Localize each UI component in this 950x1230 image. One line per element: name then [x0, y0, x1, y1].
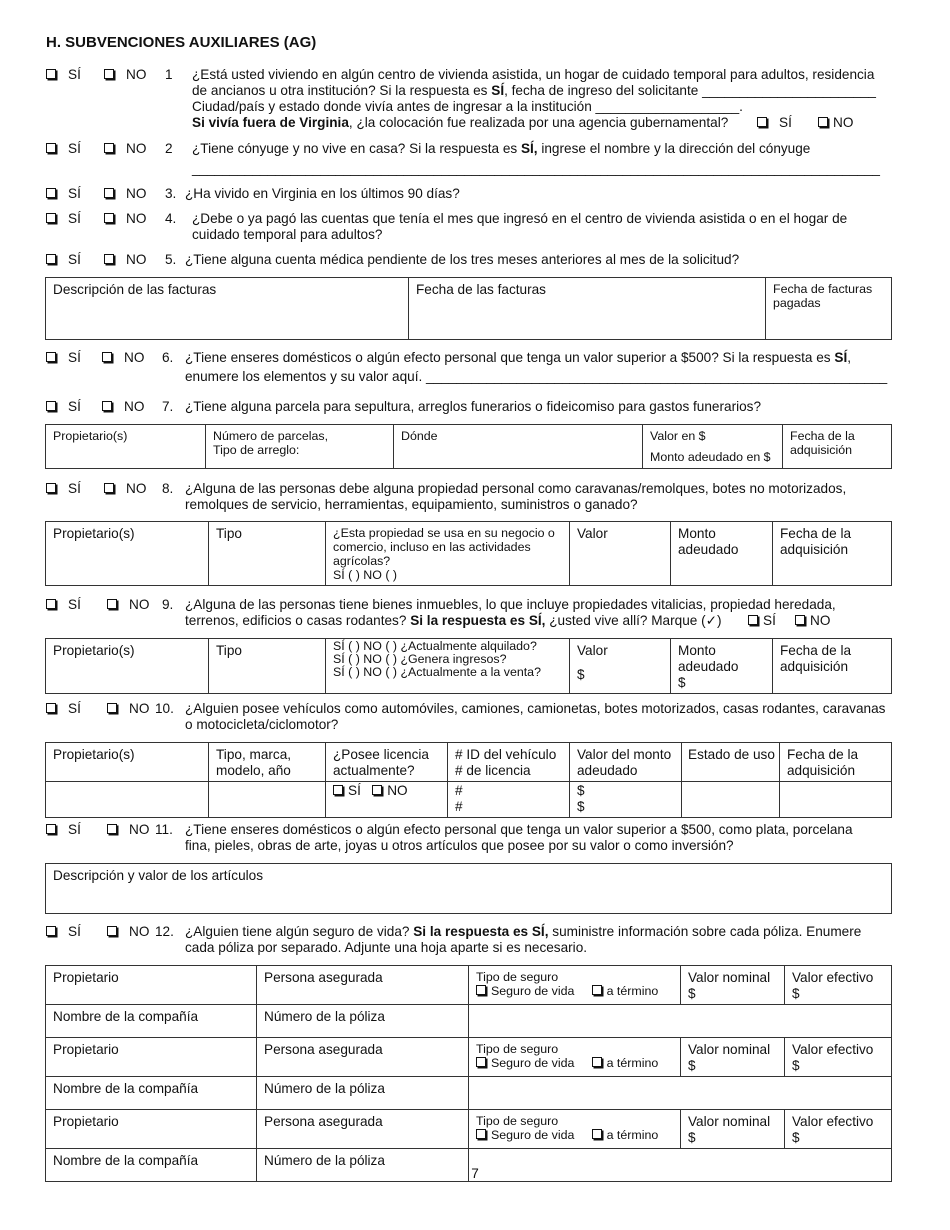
checkbox-icon[interactable] [104, 188, 114, 198]
checkbox-icon[interactable] [107, 824, 117, 834]
checkbox-icon[interactable] [104, 483, 114, 493]
vehicle-license-header: ¿Posee licencia actualmente? [326, 743, 448, 782]
policy-2-company-cell[interactable]: Nombre de la compañía [46, 1077, 257, 1110]
checkbox-icon[interactable] [104, 69, 114, 79]
q10-no-option[interactable]: NO [107, 701, 149, 717]
policy-2-cash-value-cell[interactable]: Valor efectivo $ [785, 1038, 892, 1077]
vehicle-make-cell[interactable] [209, 782, 326, 818]
policy-3-type-cell[interactable]: Tipo de seguro Seguro de vida a término [469, 1110, 681, 1149]
q11-number: 11. [155, 822, 173, 837]
burial-value-cell[interactable]: Valor en $ Monto adeudado en $ [643, 425, 783, 469]
q9-yes-option[interactable]: SÍ [46, 597, 81, 613]
q9-no-option[interactable]: NO [107, 597, 149, 613]
q2-no-option[interactable]: NO [104, 141, 146, 157]
q10-yes-option[interactable]: SÍ [46, 701, 81, 717]
checkbox-icon[interactable] [46, 926, 56, 936]
checkbox-icon[interactable] [46, 824, 56, 834]
q11-line-1: ¿Tiene enseres domésticos o algún efecto personal que tenga un valor superior a $500, como plata, porcelana [185, 822, 853, 837]
q7-text: ¿Tiene alguna parcela para sepultura, arreglos funerarios o fideicomiso para gastos funerarios? [185, 399, 762, 414]
q9-number: 9. [162, 597, 174, 612]
vehicles-table [45, 742, 892, 818]
vehicle-owner-cell[interactable] [46, 782, 209, 818]
policy-1-number-cell[interactable]: Número de la póliza [257, 1005, 469, 1038]
policy-1-type-cell[interactable]: Tipo de seguro Seguro de vida a término [469, 966, 681, 1005]
checkbox-icon[interactable] [46, 483, 56, 493]
property-business-cell[interactable]: ¿Esta propiedad se usa en su negocio o comercio, incluso en las actividades agrícolas? SÍ ( ) NO ( ) [326, 522, 570, 586]
vehicle-make-header: Tipo, marca, modelo, año [209, 743, 326, 782]
checkbox-icon[interactable] [748, 615, 758, 625]
q5-yes-option[interactable]: SÍ [46, 252, 81, 268]
burial-table [45, 424, 892, 469]
checkbox-icon[interactable] [592, 1129, 602, 1139]
checkbox-icon[interactable] [46, 213, 56, 223]
burial-owner-cell[interactable]: Propietario(s) [46, 425, 206, 469]
bill-paid-date-cell[interactable]: Fecha de facturas pagadas [766, 278, 892, 340]
checkbox-icon[interactable] [104, 213, 114, 223]
checkbox-icon[interactable] [46, 352, 56, 362]
q3-number: 3. [165, 186, 177, 201]
policy-2-face-value-cell[interactable]: Valor nominal $ [681, 1038, 785, 1077]
q7-yes-option[interactable]: SÍ [46, 399, 81, 415]
q9-line-1: ¿Alguna de las personas tiene bienes inmuebles, lo que incluye propiedades vitalicias, propiedad heredada, [185, 597, 836, 612]
q5-number: 5. [165, 252, 177, 267]
policy-2-type-cell[interactable]: Tipo de seguro Seguro de vida a término [469, 1038, 681, 1077]
q12-number: 12. [155, 924, 174, 939]
realestate-status-cell[interactable]: SÍ ( ) NO ( ) ¿Actualmente alquilado? SÍ ( ) NO ( ) ¿Genera ingresos? SÍ ( ) NO ( ) ¿Actualmente a la venta? [326, 639, 570, 694]
property-owed-cell[interactable]: Monto adeudado [671, 522, 773, 586]
q1-line-3: Ciudad/país y estado donde vivía antes de ingresar a la institución ___________________. [192, 99, 743, 114]
q5-text: ¿Tiene alguna cuenta médica pendiente de los tres meses anteriores al mes de la solicitud? [185, 252, 740, 267]
checkbox-icon[interactable] [107, 703, 117, 713]
realestate-type-cell[interactable]: Tipo [209, 639, 326, 694]
checkbox-icon[interactable] [592, 1057, 602, 1067]
q10-number: 10. [155, 701, 174, 716]
burial-where-cell[interactable]: Dónde [394, 425, 643, 469]
vehicle-license-cell[interactable]: SÍ NO [326, 782, 448, 818]
property-acq-date-cell[interactable]: Fecha de la adquisición [773, 522, 892, 586]
property-type-cell[interactable]: Tipo [209, 522, 326, 586]
q2-line-1: ¿Tiene cónyuge y no vive en casa? Si la respuesta es SÍ, ingrese el nombre y la dirección del cónyuge [192, 141, 811, 156]
q4-no-option[interactable]: NO [104, 211, 146, 227]
policy-3-insured-cell[interactable]: Persona asegurada [257, 1110, 469, 1149]
q7-number: 7. [162, 399, 174, 414]
valuables-description-cell[interactable]: Descripción y valor de los artículos [46, 864, 892, 914]
bill-date-cell[interactable]: Fecha de las facturas [409, 278, 766, 340]
checkbox-icon[interactable] [372, 785, 382, 795]
checkbox-icon[interactable] [107, 599, 117, 609]
checkbox-icon[interactable] [46, 254, 56, 264]
q1-line-1: ¿Está usted viviendo en algún centro de vivienda asistida, un hogar de cuidado temporal para adultos, residencia [192, 67, 875, 82]
q3-no-option[interactable]: NO [104, 186, 146, 202]
vehicle-id-cell[interactable]: # # [448, 782, 570, 818]
policy-1-company-cell[interactable]: Nombre de la compañía [46, 1005, 257, 1038]
q2-spouse-line[interactable]: ___________________________________________________________________________________________ [192, 161, 880, 176]
checkbox-icon[interactable] [104, 254, 114, 264]
q6-line-2[interactable]: enumere los elementos y su valor aquí. _____________________________________________________________ [185, 369, 888, 384]
page-number: 7 [471, 1166, 479, 1181]
realestate-acq-date-cell[interactable]: Fecha de la adquisición [773, 639, 892, 694]
policy-1-blank-cell[interactable] [469, 1005, 892, 1038]
q2-yes-option[interactable]: SÍ [46, 141, 81, 157]
policy-2-insured-cell[interactable]: Persona asegurada [257, 1038, 469, 1077]
q9-live-yes-option[interactable]: SÍ [748, 613, 776, 629]
life-insurance-table [45, 965, 892, 1182]
q12-line-2: cada póliza por separado. Adjunte una hoja aparte si es necesario. [185, 940, 588, 955]
vehicle-acq-date-header: Fecha de la adquisición [780, 743, 892, 782]
policy-1-insured-cell[interactable]: Persona asegurada [257, 966, 469, 1005]
q11-no-option[interactable]: NO [107, 822, 149, 838]
checkbox-icon[interactable] [102, 401, 112, 411]
q6-number: 6. [162, 350, 174, 365]
realestate-owner-cell[interactable]: Propietario(s) [46, 639, 209, 694]
policy-3-cash-value-cell[interactable]: Valor efectivo $ [785, 1110, 892, 1149]
q1-no-option[interactable]: NO [104, 67, 146, 83]
checkbox-icon[interactable] [757, 117, 767, 127]
q11-line-2: fina, pieles, obras de arte, joyas u otros artículos que posee por su valor o como inversión? [185, 838, 734, 853]
policy-3-owner-cell[interactable]: Propietario [46, 1110, 257, 1149]
q10-line-2: o motocicleta/ciclomotor? [185, 717, 339, 732]
checkbox-icon[interactable] [476, 1129, 486, 1139]
q9-live-no-option[interactable]: NO [795, 613, 830, 629]
q4-yes-option[interactable]: SÍ [46, 211, 81, 227]
policy-2-number-cell[interactable]: Número de la póliza [257, 1077, 469, 1110]
q8-no-option[interactable]: NO [104, 481, 146, 497]
policy-3-number-cell[interactable]: Número de la póliza [257, 1149, 469, 1182]
checkbox-icon[interactable] [476, 985, 486, 995]
q4-number: 4. [165, 211, 177, 226]
q1-line-4: Si vivía fuera de Virginia, ¿la colocación fue realizada por una agencia gubernamental? [192, 115, 729, 130]
policy-3-face-value-cell[interactable]: Valor nominal $ [681, 1110, 785, 1149]
q1-yes-option[interactable]: SÍ [46, 67, 81, 83]
policy-2-blank-cell[interactable] [469, 1077, 892, 1110]
q1-number: 1 [165, 67, 173, 82]
q1-line-2: de ancianos u otra institución? Si la respuesta es SÍ, fecha de ingreso del solicitante _______________________ [192, 83, 876, 98]
property-value-cell[interactable]: Valor [570, 522, 671, 586]
valuables-table [45, 863, 892, 914]
vehicle-id-header: # ID del vehículo # de licencia [448, 743, 570, 782]
q9-line-2: terrenos, edificios o casas rodantes? Si la respuesta es SÍ, ¿usted vive allí? Marque (✓) [185, 613, 722, 628]
checkbox-icon[interactable] [46, 188, 56, 198]
q10-line-1: ¿Alguien posee vehículos como automóviles, camiones, camionetas, botes motorizados, casas rodantes, caravanas [185, 701, 886, 716]
q8-yes-option[interactable]: SÍ [46, 481, 81, 497]
q11-yes-option[interactable]: SÍ [46, 822, 81, 838]
burial-plots-cell[interactable]: Número de parcelas, Tipo de arreglo: [206, 425, 394, 469]
checkbox-icon[interactable] [333, 785, 343, 795]
q4-line-1: ¿Debe o ya pagó las cuentas que tenía el mes que ingresó en el centro de vivienda asistida o en el hogar de [192, 211, 848, 226]
q1-gov-no-option[interactable]: NO [818, 115, 853, 131]
q5-no-option[interactable]: NO [104, 252, 146, 268]
real-estate-table [45, 638, 892, 694]
q6-yes-option[interactable]: SÍ [46, 350, 81, 366]
vehicle-owed-cell[interactable]: $ $ [570, 782, 682, 818]
policy-3-company-cell[interactable]: Nombre de la compañía [46, 1149, 257, 1182]
checkbox-icon[interactable] [107, 926, 117, 936]
policy-1-owner-cell[interactable]: Propietario [46, 966, 257, 1005]
medical-bills-table [45, 277, 892, 340]
checkbox-icon[interactable] [46, 69, 56, 79]
checkbox-icon[interactable] [818, 117, 828, 127]
vehicle-condition-cell[interactable] [682, 782, 780, 818]
q12-no-option[interactable]: NO [107, 924, 149, 940]
policy-2-owner-cell[interactable]: Propietario [46, 1038, 257, 1077]
q1-gov-yes-option[interactable]: SÍ [757, 115, 792, 131]
q6-no-option[interactable]: NO [102, 350, 144, 366]
policy-1-cash-value-cell[interactable]: Valor efectivo $ [785, 966, 892, 1005]
checkbox-icon[interactable] [46, 401, 56, 411]
checkbox-icon[interactable] [104, 143, 114, 153]
vehicle-condition-header: Estado de uso [682, 743, 780, 782]
q4-line-2: cuidado temporal para adultos? [192, 227, 383, 242]
vehicle-owed-header: Valor del monto adeudado [570, 743, 682, 782]
q3-yes-option[interactable]: SÍ [46, 186, 81, 202]
q8-line-1: ¿Alguna de las personas debe alguna propiedad personal como caravanas/remolques, botes no motorizados, [185, 481, 847, 496]
realestate-owed-cell[interactable]: Monto adeudado $ [671, 639, 773, 694]
section-title: H. SUBVENCIONES AUXILIARES (AG) [46, 34, 317, 51]
burial-acq-date-cell[interactable]: Fecha de la adquisición [783, 425, 892, 469]
bill-description-cell[interactable]: Descripción de las facturas [46, 278, 409, 340]
checkbox-icon[interactable] [46, 143, 56, 153]
q2-number: 2 [165, 141, 173, 156]
realestate-value-cell[interactable]: Valor $ [570, 639, 671, 694]
personal-property-table [45, 521, 892, 586]
checkbox-icon[interactable] [46, 703, 56, 713]
checkbox-icon[interactable] [795, 615, 805, 625]
checkbox-icon[interactable] [102, 352, 112, 362]
q8-number: 8. [162, 481, 174, 496]
q6-line-1: ¿Tiene enseres domésticos o algún efecto personal que tenga un valor superior a $500? Si la respuesta es SÍ, [185, 350, 851, 365]
checkbox-icon[interactable] [476, 1057, 486, 1067]
vehicle-owner-header: Propietario(s) [46, 743, 209, 782]
vehicle-acq-date-cell[interactable] [780, 782, 892, 818]
q3-text: ¿Ha vivido en Virginia en los últimos 90 días? [185, 186, 460, 201]
q8-line-2: remolques de servicio, herramientas, equipamiento, suministros o ganado? [185, 497, 638, 512]
q7-no-option[interactable]: NO [102, 399, 144, 415]
property-owner-cell[interactable]: Propietario(s) [46, 522, 209, 586]
q12-yes-option[interactable]: SÍ [46, 924, 81, 940]
policy-1-face-value-cell[interactable]: Valor nominal $ [681, 966, 785, 1005]
checkbox-icon[interactable] [592, 985, 602, 995]
checkbox-icon[interactable] [46, 599, 56, 609]
q12-line-1: ¿Alguien tiene algún seguro de vida? Si la respuesta es SÍ, suministre información sobre cada póliza. Enumere [185, 924, 862, 939]
